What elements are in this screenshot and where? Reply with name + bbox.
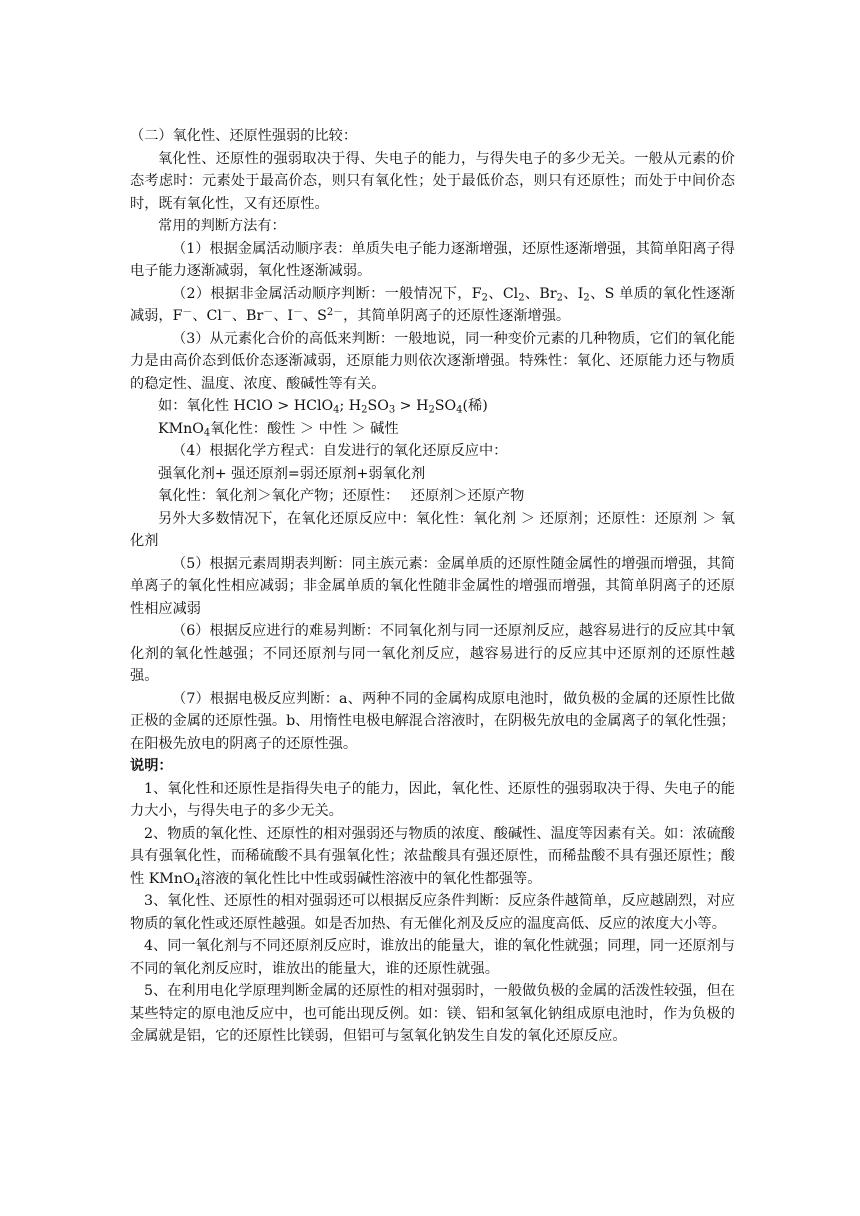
note-4: 4、同一氧化剂与不同还原剂反应时，谁放出的能量大，谁的氧化性就强；同理，同一还原剂与不同的氧化剂反应时，谁放出的能量大，谁的还原性就强。 bbox=[130, 938, 735, 977]
method-4-relation: 氧化性：氧化剂＞氧化产物；还原性： 还原剂＞还原产物 bbox=[158, 488, 525, 504]
note-1: 1、氧化性和还原性是指得失电子的能力，因此，氧化性、还原性的强弱取决于得、失电子的能力大小，与得失电子的多少无关。 bbox=[130, 780, 735, 819]
method-5: （5）根据元素周期表判断：同主族元素：金属单质的还原性随金属性的增强而增强，其简单离子的氧化性相应减弱；非金属单质的氧化性随非金属性的增强而增强，其简单阴离子的还原性相应减弱 bbox=[130, 555, 735, 617]
method-4-equation: 强氧化剂+ 强还原剂=弱还原剂+弱氧化剂 bbox=[158, 465, 426, 482]
document-body bbox=[130, 125, 735, 1048]
method-2: （2）根据非金属活动顺序判断：一般情况下，$F_2$、$Cl_2$、$Br_2$、$I_2$、S 单质的氧化性逐渐减弱，F－、Cl－、Br－、I－、$S^{2-}$，其简单阴离子的还原性逐渐增强。 bbox=[130, 285, 736, 324]
method-4: （4）根据化学方程式：自发进行的氧化还原反应中： bbox=[172, 443, 508, 459]
note-2: 2、物质的氧化性、还原性的相对强弱还与物质的浓度、酸碱性、温度等因素有关。如：浓硫酸具有强氧化性，而稀硫酸不具有强氧化性；浓盐酸具有强还原性，而稀盐酸不具有强还原性；酸性 KMnO$_4$溶液的氧化性比中性或弱碱性溶液中的氧化性都强等。 bbox=[130, 825, 735, 888]
example-hclo: 如：氧化性 HClO > HClO$_4$; $H_2SO_3 > H_2SO_4$(稀) bbox=[158, 398, 488, 416]
note-5: 5、在利用电化学原理判断金属的还原性的相对强弱时，一般做负极的金属的活泼性较强，但在某些特定的原电池反应中，也可能出现反例。如：镁、铝和氢氧化钠组成原电池时，作为负极的金属就是铝，它的还原性比镁弱，但铝可与氢氧化钠发生自发的氧化还原反应。 bbox=[130, 983, 735, 1044]
note-3: 3、氧化性、还原性的相对强弱还可以根据反应条件判断：反应条件越简单，反应越剧烈，对应物质的氧化性或还原性越强。如是否加热、有无催化剂及反应的温度高低、反应的浓度大小等。 bbox=[130, 893, 735, 932]
method-6: （6）根据反应进行的难易判断：不同氧化剂与同一还原剂反应，越容易进行的反应其中氧化剂的氧化性越强；不同还原剂与同一氧化剂反应，越容易进行的反应其中还原剂的还原性越强。 bbox=[130, 623, 735, 684]
intro-paragraph: 氧化性、还原性的强弱取决于得、失电子的能力，与得失电子的多少无关。一般从元素的价态考虑时：元素处于最高价态，则只有氧化性；处于最低价态，则只有还原性；而处于中间价态时，既有氧化性，又有还原性。 bbox=[130, 150, 735, 212]
method-4-note: 另外大多数情况下，在氧化还原反应中：氧化性：氧化剂 ＞ 还原剂；还原性：还原剂 ＞ 氧化剂 bbox=[130, 510, 735, 549]
method-3: （3）从元素化合价的高低来判断：一般地说，同一种变价元素的几种物质，它们的氧化能力是由高价态到低价态逐渐减弱，还原能力则依次逐渐增强。特殊性：氧化、还原能力还与物质的稳定性、温度、浓度、酸碱性等有关。 bbox=[130, 330, 735, 392]
section-heading: （二）氧化性、还原性强弱的比较： bbox=[130, 128, 358, 144]
method-1: （1）根据金属活动顺序表：单质失电子能力逐渐增强，还原性逐渐增强，其简单阳离子得电子能力逐渐减弱，氧化性逐渐减弱。 bbox=[130, 240, 735, 279]
notes-title: 说明： bbox=[130, 758, 173, 774]
method-7: （7）根据电极反应判断：a、两种不同的金属构成原电池时，做负极的金属的还原性比做正极的金属的还原性强。b、用惰性电极电解混合溶液时，在阴极先放电的金属离子的氧化性强；在阳极先放电的阴离子的还原性强。 bbox=[130, 690, 735, 752]
example-kmno4: KMnO$_4$氧化性：酸性 ＞ 中性 ＞ 碱性 bbox=[158, 420, 399, 438]
methods-lead: 常用的判断方法有： bbox=[158, 218, 286, 234]
